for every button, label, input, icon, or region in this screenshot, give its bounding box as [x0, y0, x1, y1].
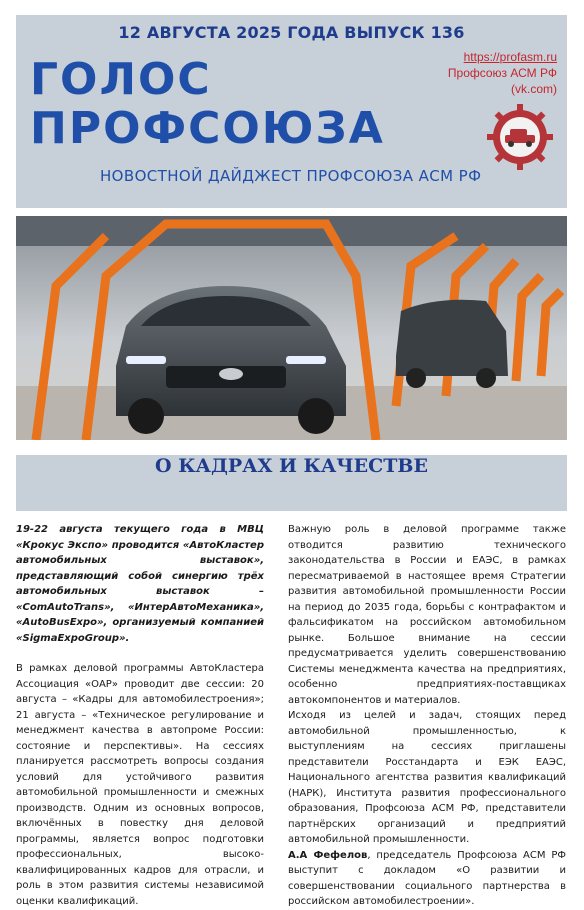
- title-line-1: ГОЛОС: [30, 54, 212, 105]
- title-line-2: ПРОФСОЮЗА: [30, 103, 385, 154]
- speaker-text: , председатель Профсоюза АСМ РФ выступит с докладом «О развитии и совершенствовании социального партнерства в российском автомобилестроении».: [288, 849, 567, 907]
- section-header: [16, 455, 567, 511]
- article-right-column: [288, 522, 566, 910]
- masthead-subtitle: НОВОСТНОЙ ДАЙДЖЕСТ ПРОФСОЮЗА АСМ РФ: [100, 167, 482, 185]
- site-link[interactable]: https://profasm.ru: [463, 50, 557, 64]
- vk-link[interactable]: (vk.com): [511, 82, 557, 96]
- article-paragraph-1: В рамках деловой программы АвтоКластера Ассоциация «ОАР» проводит две сессии: 20 августа – «Кадры для автомобилестроения»; 21 августа – «Техническое регулирование и менеджмент качества в автопроме России: состояние и перспективы». На сессиях планируется рассмотреть вопросы создания условий для устойчивого развития автомобильной промышленности и смежных производств. Одним из основных вопросов, включённых в повестку дня деловой программы, является вопрос подготовки профессиональных, высоко-квалифицированных кадров для отрасли, и роль в этом развития системы независимой оценки квалификаций.: [16, 663, 264, 907]
- issue-line: 12 АВГУСТА 2025 ГОДА ВЫПУСК 136: [118, 23, 465, 42]
- masthead: [16, 15, 567, 208]
- car-assembly-line-photo: [16, 216, 567, 440]
- article-paragraph-2: Важную роль в деловой программе также отводится развитию технического законодательства в России и ЕАЭС, в рамках пересматриваемой в настоящее время Стратегии развития автомобильной промышленности России на период до 2035 года, борьбы с контрафактом и фальсификатом на российском автомобильном рынке. Большое внимание на сессии предусматривается уделить совершенствованию Системы менеджмента качества на предприятиях, особенно предприятиях-поставщиках автокомпонентов и материалов.: [288, 524, 566, 706]
- union-name: Профсоюз АСМ РФ: [447, 66, 557, 80]
- union-gear-logo-icon: [485, 102, 555, 172]
- masthead-title: [30, 55, 385, 153]
- article-lead: 19-22 августа текущего года в МВЦ «Крокус Экспо» проводится «АвтоКластер автомобильных выставок», представляющий собой синергию трёх автомобильных выставок – «ComAutoTrans», «ИнтерАвтоМеханика», «AutoBusExpo», организуемый компанией «SigmaExpoGroup».: [16, 524, 264, 644]
- contact-links: [448, 49, 557, 97]
- speaker-name: А.А Фефелов: [288, 849, 368, 861]
- article-paragraph-4: [288, 848, 566, 910]
- article-left-column: [16, 522, 264, 909]
- section-title: О КАДРАХ И КАЧЕСТВЕ: [155, 455, 428, 477]
- article-paragraph-3: Исходя из целей и задач, стоящих перед автомобильной промышленностью, к выступлениям на сессиях приглашены представители Росстандарта и ЕЭК ЕАЭС, Национального агентства развития квалификаций (НАРК), Института развития профессионального образования, Профсоюза АСМ РФ, представители партнёрских организаций и предприятий автомобильной промышленности.: [288, 710, 566, 845]
- car-assembly-line-illustration: [16, 216, 567, 440]
